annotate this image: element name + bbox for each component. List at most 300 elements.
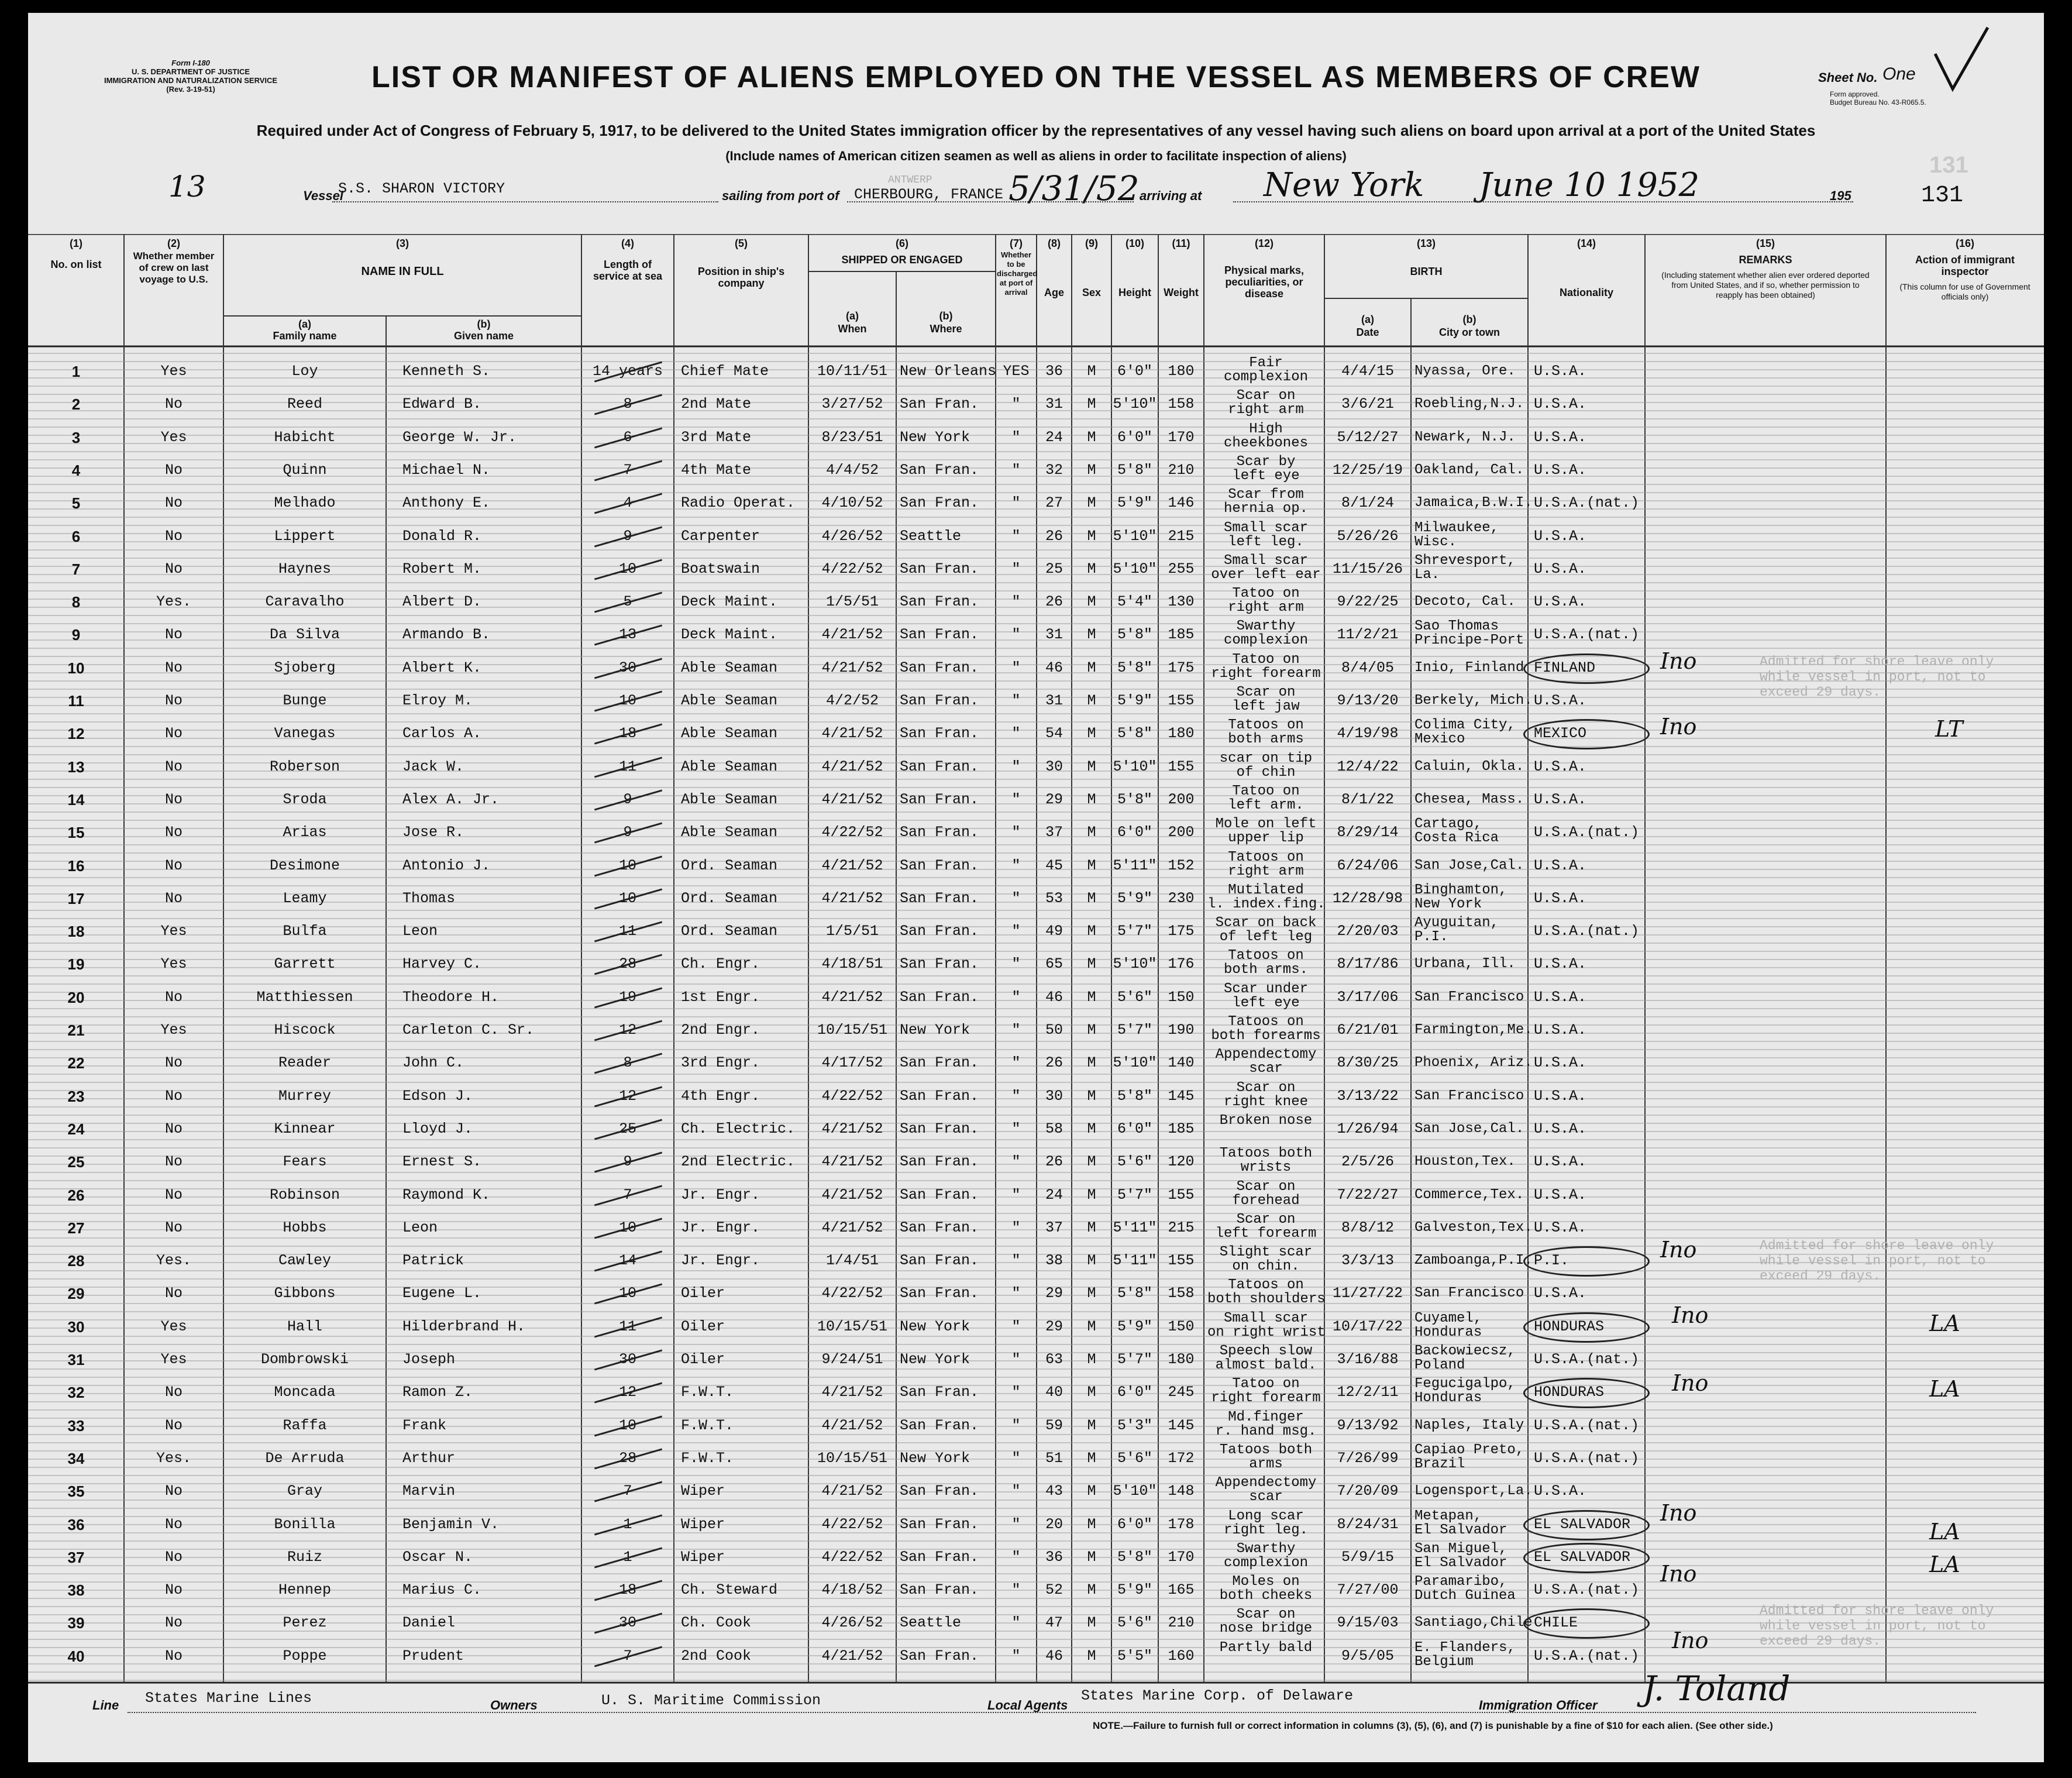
handwritten-remark: Ino xyxy=(1672,1370,1709,1396)
shipped-where: San Fran. xyxy=(900,461,979,479)
weight: 185 xyxy=(1168,1120,1195,1137)
row-number: 1 xyxy=(71,363,81,380)
birth-city: Mexico xyxy=(1414,731,1465,748)
physical-marks: scar xyxy=(1249,1061,1283,1077)
shipped-when: 4/4/52 xyxy=(825,461,879,479)
nationality: U.S.A. xyxy=(1534,1153,1587,1171)
arriving-label: arriving at xyxy=(1140,188,1202,203)
birth-city: Cartago, xyxy=(1414,816,1482,833)
height: 5'7" xyxy=(1117,1186,1152,1203)
col15-note: (Including statement whether alien ever ordered deported from United States, and if so, whether permission to reapply has been obtained) xyxy=(1661,270,1870,300)
physical-marks: on right wrist xyxy=(1207,1324,1326,1340)
height: 5'10" xyxy=(1113,1054,1157,1072)
last-voyage: No xyxy=(164,494,183,512)
position: 2nd Engr. xyxy=(681,1022,760,1038)
row-number: 5 xyxy=(71,494,81,513)
age: 63 xyxy=(1045,1351,1063,1368)
physical-marks: Scar on xyxy=(1236,388,1296,404)
sex: M xyxy=(1087,1449,1096,1467)
physical-marks: Fair xyxy=(1249,355,1283,371)
position: Able Seaman xyxy=(681,659,778,676)
row-number: 9 xyxy=(71,626,81,644)
last-voyage: Yes xyxy=(160,428,187,446)
length-of-service: 7 xyxy=(623,1186,632,1203)
position: Boatswain xyxy=(681,560,760,577)
length-of-service: 10 xyxy=(618,857,636,874)
length-of-service: 12 xyxy=(618,1022,636,1038)
sex: M xyxy=(1087,1087,1096,1105)
discharge-mark: " xyxy=(1011,692,1021,709)
age: 29 xyxy=(1045,790,1063,808)
length-of-service: 28 xyxy=(618,1449,636,1467)
shipped-when: 4/21/52 xyxy=(821,758,883,775)
physical-marks: r. hand msg. xyxy=(1215,1423,1317,1439)
discharge-mark: " xyxy=(1011,889,1021,907)
revision: (Rev. 3-19-51) xyxy=(166,85,215,94)
height: 5'9" xyxy=(1117,1581,1152,1599)
position: Ch. Electric. xyxy=(681,1120,796,1137)
last-voyage: Yes xyxy=(160,923,187,940)
length-of-service: 5 xyxy=(623,593,632,611)
sex: M xyxy=(1087,1384,1096,1401)
shipped-when: 4/21/52 xyxy=(821,725,883,742)
given-name: Prudent xyxy=(402,1647,464,1664)
birth-city: Inio, Finland xyxy=(1414,659,1524,676)
sex: M xyxy=(1087,1054,1096,1072)
agents-label: Local Agents xyxy=(987,1698,1068,1712)
sex: M xyxy=(1087,659,1096,676)
shipped-when: 4/21/52 xyxy=(821,1186,883,1203)
shipped-when: 4/21/52 xyxy=(821,1384,883,1401)
family-name: Hiscock xyxy=(274,1022,336,1038)
discharge-mark: " xyxy=(1011,626,1021,644)
row-number: 18 xyxy=(67,923,85,941)
discharge-mark: " xyxy=(1011,824,1021,841)
position: Radio Operat. xyxy=(681,494,796,512)
row-number: 30 xyxy=(67,1318,85,1336)
age: 26 xyxy=(1045,527,1063,545)
sex: M xyxy=(1087,363,1096,380)
discharge-mark: " xyxy=(1011,1120,1021,1137)
weight: 165 xyxy=(1168,1581,1195,1599)
last-voyage: No xyxy=(164,1548,183,1566)
sex: M xyxy=(1087,824,1096,841)
nationality: FINLAND xyxy=(1534,659,1596,676)
birth-date: 3/3/13 xyxy=(1341,1252,1394,1270)
given-name: Marvin xyxy=(402,1483,456,1500)
nationality: U.S.A. xyxy=(1534,1022,1587,1038)
nationality: U.S.A. xyxy=(1534,593,1587,611)
physical-marks: wrists xyxy=(1240,1160,1292,1176)
family-name: Poppe xyxy=(283,1647,327,1664)
physical-marks: High xyxy=(1249,421,1283,437)
last-voyage: Yes xyxy=(160,1318,187,1335)
row-number: 14 xyxy=(67,790,85,809)
shipped-where: San Fran. xyxy=(900,494,979,512)
shipped-where: San Fran. xyxy=(900,1120,979,1137)
discharge-mark: " xyxy=(1011,1384,1021,1401)
shipped-when: 10/11/51 xyxy=(817,363,888,380)
birth-date: 9/22/25 xyxy=(1337,593,1399,611)
family-name: Perez xyxy=(283,1614,327,1632)
birth-city: Zamboanga,P.I. xyxy=(1414,1253,1533,1269)
physical-marks: l. index.fing. xyxy=(1207,896,1326,912)
height: 5'6" xyxy=(1117,1449,1152,1467)
page-number: 131 xyxy=(1921,183,1964,209)
birth-city: Santiago,Chile xyxy=(1414,1615,1533,1631)
birth-city: New York xyxy=(1414,896,1482,912)
handwritten-remark: Ino xyxy=(1672,1628,1709,1653)
weight: 155 xyxy=(1168,758,1195,775)
length-of-service: 1 xyxy=(623,1548,632,1566)
physical-marks: Slight scar xyxy=(1219,1244,1313,1261)
weight: 180 xyxy=(1168,725,1195,742)
shipped-when: 4/21/52 xyxy=(821,857,883,874)
last-voyage: No xyxy=(164,1120,183,1137)
col10-header: Height xyxy=(1118,287,1151,298)
sailing-label: sailing from port of xyxy=(722,188,839,203)
given-name: Carlos A. xyxy=(402,725,482,742)
age: 24 xyxy=(1045,428,1063,446)
shipped-when: 4/21/52 xyxy=(821,659,883,676)
arrival-port-written: New York xyxy=(1264,166,1424,204)
age: 38 xyxy=(1045,1252,1063,1270)
birth-city: Fegucigalpo, xyxy=(1414,1376,1516,1392)
position: Chief Mate xyxy=(681,363,769,380)
birth-date: 4/4/15 xyxy=(1341,363,1394,380)
officer-signature: J. Toland xyxy=(1643,1669,1791,1708)
sex: M xyxy=(1087,1351,1096,1368)
last-voyage: Yes xyxy=(160,1022,187,1038)
height: 5'10" xyxy=(1113,758,1157,775)
family-name: Matthiessen xyxy=(256,988,353,1006)
length-of-service: 10 xyxy=(618,889,636,907)
position: Able Seaman xyxy=(681,692,778,709)
weight: 200 xyxy=(1168,824,1195,841)
family-name: Dombrowski xyxy=(260,1351,349,1368)
col15-header: REMARKS xyxy=(1739,254,1792,266)
family-name: Loy xyxy=(291,363,318,380)
birth-city: Ayuguitan, xyxy=(1414,915,1499,931)
physical-marks: Tatoo on xyxy=(1232,1376,1300,1392)
height: 5'10" xyxy=(1113,955,1157,973)
row-number: 23 xyxy=(67,1087,85,1105)
circled-nationality xyxy=(1523,1312,1650,1343)
position: Oiler xyxy=(681,1351,725,1368)
discharge-mark: " xyxy=(1011,1416,1021,1434)
shipped-when: 10/15/51 xyxy=(817,1022,888,1038)
sex: M xyxy=(1087,560,1096,577)
position: Jr. Engr. xyxy=(681,1219,760,1236)
handwritten-remark: Ino xyxy=(1660,648,1697,674)
row-number: 10 xyxy=(67,659,85,677)
last-voyage: No xyxy=(164,1153,183,1171)
weight: 145 xyxy=(1168,1087,1195,1105)
shipped-when: 4/21/52 xyxy=(821,1120,883,1137)
birth-date: 8/24/31 xyxy=(1337,1515,1399,1533)
shipped-when: 10/15/51 xyxy=(817,1318,888,1335)
shipped-when: 4/21/52 xyxy=(821,626,883,644)
nationality: U.S.A.(nat.) xyxy=(1534,824,1640,841)
length-of-service: 30 xyxy=(618,659,636,676)
inspector-mark: LA xyxy=(1929,1311,1960,1336)
shipped-where: San Fran. xyxy=(900,1483,979,1500)
family-name: Raffa xyxy=(283,1416,327,1434)
position: Wiper xyxy=(681,1548,725,1566)
check-mark-icon xyxy=(1929,25,1994,95)
shipped-when: 4/26/52 xyxy=(821,527,883,545)
discharge-mark: " xyxy=(1011,758,1021,775)
physical-marks: of chin xyxy=(1236,764,1296,780)
shipped-where: San Fran. xyxy=(900,1581,979,1599)
physical-marks: Speech slow xyxy=(1219,1343,1313,1359)
row-number: 28 xyxy=(67,1252,85,1270)
col14-number: (14) xyxy=(1577,238,1596,249)
physical-marks: both arms. xyxy=(1223,962,1309,978)
last-voyage: No xyxy=(164,692,183,709)
position: 4th Mate xyxy=(681,461,752,479)
position: Able Seaman xyxy=(681,824,778,841)
circled-nationality xyxy=(1523,1510,1650,1540)
height: 5'6" xyxy=(1117,1614,1152,1632)
given-name: Alex A. Jr. xyxy=(402,790,500,808)
sex: M xyxy=(1087,1416,1096,1434)
shipped-where: San Fran. xyxy=(900,1054,979,1072)
age: 40 xyxy=(1045,1384,1063,1401)
birth-date: 11/2/21 xyxy=(1337,626,1399,644)
row-number: 38 xyxy=(67,1581,85,1600)
last-voyage: No xyxy=(164,1483,183,1500)
position: 3rd Engr. xyxy=(681,1054,760,1072)
family-name: Murrey xyxy=(278,1087,331,1105)
birth-city: Naples, Italy xyxy=(1414,1417,1524,1433)
position: Able Seaman xyxy=(681,758,778,775)
birth-date: 2/20/03 xyxy=(1337,923,1399,940)
weight: 152 xyxy=(1168,857,1195,874)
height: 5'10" xyxy=(1113,396,1157,413)
position: Carpenter xyxy=(681,527,760,545)
last-voyage: No xyxy=(164,1614,183,1632)
physical-marks: Long scar xyxy=(1228,1508,1304,1524)
row-number: 4 xyxy=(71,461,81,479)
physical-marks: left leg. xyxy=(1228,534,1304,550)
last-voyage: Yes. xyxy=(156,593,191,611)
shipped-where: San Fran. xyxy=(900,1153,979,1171)
physical-marks: right arm xyxy=(1228,402,1304,418)
position: F.W.T. xyxy=(681,1384,734,1401)
discharge-mark: " xyxy=(1011,461,1021,479)
physical-marks: Scar on xyxy=(1236,1079,1296,1096)
height: 6'0" xyxy=(1117,1120,1152,1137)
birth-city: Cuyamel, xyxy=(1414,1310,1482,1326)
length-of-service: 4 xyxy=(623,494,632,512)
family-name: Desimone xyxy=(269,857,340,874)
row-number: 36 xyxy=(67,1515,85,1533)
height: 5'8" xyxy=(1117,1548,1152,1566)
sex: M xyxy=(1087,857,1096,874)
row-number: 17 xyxy=(67,889,85,907)
height: 6'0" xyxy=(1117,1384,1152,1401)
row-number: 31 xyxy=(67,1351,85,1368)
length-of-service: 9 xyxy=(623,527,632,545)
col3a-header: Family name xyxy=(273,330,337,342)
shipped-when: 1/5/51 xyxy=(825,593,879,611)
discharge-mark: " xyxy=(1011,1449,1021,1467)
discharge-mark: " xyxy=(1011,1548,1021,1566)
height: 5'8" xyxy=(1117,725,1152,742)
shipped-when: 4/21/52 xyxy=(821,1153,883,1171)
physical-marks: Tatoos both xyxy=(1219,1442,1313,1458)
birth-date: 9/5/05 xyxy=(1341,1647,1394,1664)
shipped-where: New Orleans xyxy=(900,363,997,380)
weight: 200 xyxy=(1168,790,1195,808)
col7-header: Whether to be discharged at port of arrival xyxy=(997,250,1038,297)
given-name: Frank xyxy=(402,1416,447,1434)
remark-shore-leave: Admitted for shore leave only while vessel in port, not to exceed 29 days. xyxy=(1760,1603,1994,1649)
line-label: Line xyxy=(92,1698,119,1712)
given-name: Donald R. xyxy=(402,527,482,545)
age: 37 xyxy=(1045,824,1063,841)
sex: M xyxy=(1087,396,1096,413)
shipped-where: San Fran. xyxy=(900,692,979,709)
nationality: U.S.A.(nat.) xyxy=(1534,1351,1640,1368)
year-suffix: 195 xyxy=(1830,188,1851,203)
age: 53 xyxy=(1045,889,1063,907)
age: 31 xyxy=(1045,626,1063,644)
height: 5'8" xyxy=(1117,1285,1152,1302)
age: 46 xyxy=(1045,988,1063,1006)
vessel-label: Vessel xyxy=(303,188,343,203)
last-voyage: No xyxy=(164,725,183,742)
physical-marks: Appendectomy xyxy=(1215,1475,1317,1491)
agents-value: States Marine Corp. of Delaware xyxy=(1081,1687,1354,1704)
birth-date: 11/15/26 xyxy=(1332,560,1403,577)
sex: M xyxy=(1087,626,1096,644)
row-number: 26 xyxy=(67,1186,85,1204)
weight: 145 xyxy=(1168,1416,1195,1434)
physical-marks: Broken nose xyxy=(1219,1112,1313,1129)
weight: 150 xyxy=(1168,988,1195,1006)
sex: M xyxy=(1087,461,1096,479)
height: 5'8" xyxy=(1117,1087,1152,1105)
shipped-where: New York xyxy=(900,1351,970,1368)
last-voyage: No xyxy=(164,889,183,907)
footer-note: NOTE.—Failure to furnish full or correct information in columns (3), (5), (6), and (7) is punishable by a fine of $10 for each alien. (See other side.) xyxy=(1093,1720,1773,1731)
family-name: Sroda xyxy=(283,790,327,808)
weight: 176 xyxy=(1168,955,1195,973)
port-ghost: ANTWERP xyxy=(888,174,932,186)
row-number: 2 xyxy=(71,396,81,414)
birth-city: El Salvador xyxy=(1414,1555,1507,1571)
height: 6'0" xyxy=(1117,363,1152,380)
family-name: Lippert xyxy=(274,527,336,545)
row-number: 8 xyxy=(71,593,81,611)
nationality: U.S.A. xyxy=(1534,560,1587,577)
physical-marks: Swarthy xyxy=(1236,618,1296,635)
shipped-where: San Fran. xyxy=(900,758,979,775)
height: 5'8" xyxy=(1117,659,1152,676)
birth-date: 12/4/22 xyxy=(1337,758,1399,775)
family-name: Vanegas xyxy=(274,725,336,742)
birth-date: 8/17/86 xyxy=(1337,955,1399,973)
row-number: 40 xyxy=(67,1647,85,1665)
birth-city: Dutch Guinea xyxy=(1414,1588,1516,1604)
shipped-where: Seattle xyxy=(900,527,962,545)
given-name: Marius C. xyxy=(402,1581,482,1599)
birth-city: Honduras xyxy=(1414,1390,1482,1406)
sailing-date-written: 5/31/52 xyxy=(1009,168,1140,208)
sex: M xyxy=(1087,955,1096,973)
sex: M xyxy=(1087,428,1096,446)
given-name: Kenneth S. xyxy=(402,363,491,380)
age: 49 xyxy=(1045,923,1063,940)
port-of-sailing: CHERBOURG, FRANCE xyxy=(854,186,1004,203)
discharge-mark: " xyxy=(1011,725,1021,742)
family-name: Quinn xyxy=(283,461,327,479)
age: 46 xyxy=(1045,1647,1063,1664)
birth-date: 11/27/22 xyxy=(1332,1285,1403,1302)
weight: 210 xyxy=(1168,461,1195,479)
sex: M xyxy=(1087,758,1096,775)
birth-city: Brazil xyxy=(1414,1456,1465,1472)
family-name: Hall xyxy=(287,1318,322,1335)
age: 26 xyxy=(1045,1054,1063,1072)
col7-number: (7) xyxy=(1010,238,1023,249)
shipped-where: San Fran. xyxy=(900,1186,979,1203)
given-name: George W. Jr. xyxy=(402,428,517,446)
height: 5'7" xyxy=(1117,1351,1152,1368)
physical-marks: Tatoos on xyxy=(1228,1277,1304,1294)
physical-marks: Moles on xyxy=(1232,1574,1300,1590)
physical-marks: Partly bald xyxy=(1219,1639,1313,1656)
given-name: Leon xyxy=(402,923,438,940)
birth-date: 8/8/12 xyxy=(1341,1219,1394,1236)
approval-line: Form approved. xyxy=(1830,90,1880,98)
position: F.W.T. xyxy=(681,1416,734,1434)
footer-underline xyxy=(128,1712,1976,1713)
shipped-where: New York xyxy=(900,1022,970,1038)
last-voyage: No xyxy=(164,1054,183,1072)
last-voyage: No xyxy=(164,461,183,479)
family-name: Reader xyxy=(278,1054,331,1072)
length-of-service: 9 xyxy=(623,824,632,841)
height: 5'4" xyxy=(1117,593,1152,611)
weight: 210 xyxy=(1168,1614,1195,1632)
birth-date: 5/12/27 xyxy=(1337,428,1399,446)
given-name: Carleton C. Sr. xyxy=(402,1022,535,1038)
length-of-service: 30 xyxy=(618,1614,636,1632)
birth-date: 6/24/06 xyxy=(1337,857,1399,874)
physical-marks: left forearm xyxy=(1215,1225,1317,1241)
nationality: U.S.A. xyxy=(1534,857,1587,874)
physical-marks: right arm xyxy=(1228,600,1304,616)
handwritten-remark: Ino xyxy=(1660,1500,1697,1526)
sex: M xyxy=(1087,1022,1096,1038)
position: Wiper xyxy=(681,1483,725,1500)
nationality: U.S.A.(nat.) xyxy=(1534,626,1640,644)
officer-label: Immigration Officer xyxy=(1479,1698,1598,1712)
length-of-service: 6 xyxy=(623,428,632,446)
nationality: CHILE xyxy=(1534,1614,1578,1632)
physical-marks: Tatoo on xyxy=(1232,651,1300,668)
col13b-header: City or town xyxy=(1439,326,1500,338)
shipped-where: New York xyxy=(900,428,970,446)
weight: 190 xyxy=(1168,1022,1195,1038)
given-name: Jose R. xyxy=(402,824,464,841)
birth-city: P.I. xyxy=(1414,929,1448,945)
physical-marks: Small scar xyxy=(1223,520,1309,536)
given-name: Raymond K. xyxy=(402,1186,491,1203)
